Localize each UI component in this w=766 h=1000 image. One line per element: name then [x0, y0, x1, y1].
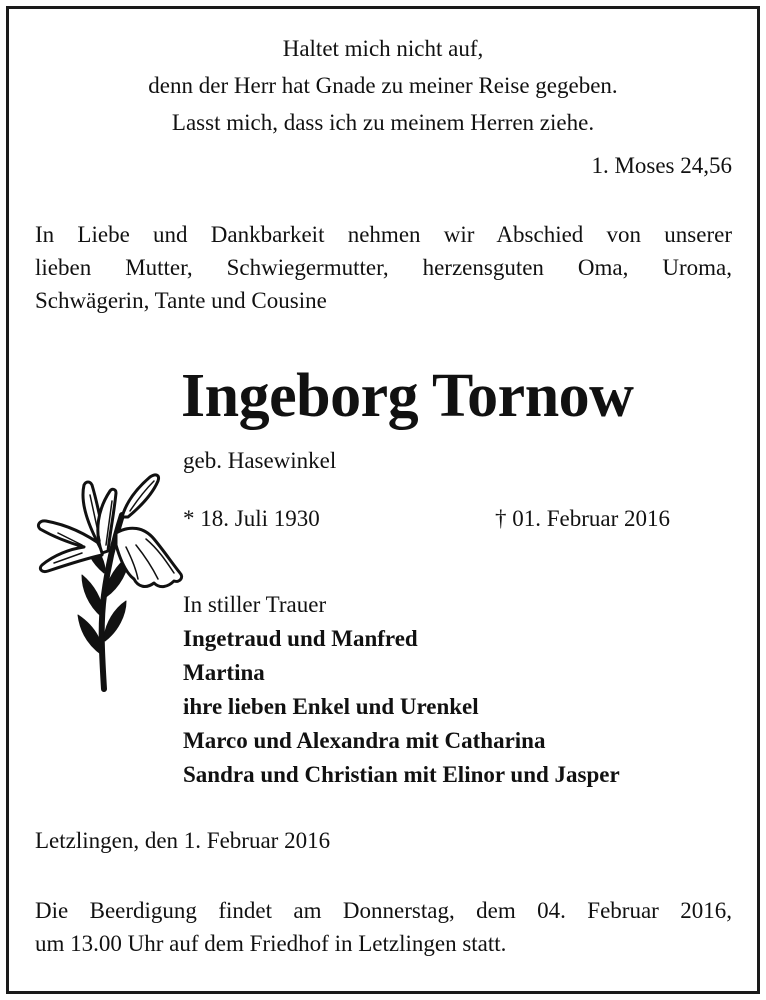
verse-reference: 1. Moses 24,56: [591, 153, 732, 178]
mourner-name: Martina: [183, 660, 265, 685]
mourners-heading: In stiller Trauer: [183, 592, 327, 617]
intro-line-1: In Liebe und Dankbarkeit nehmen wir Abschied von unserer: [35, 222, 732, 247]
birth-date: * 18. Juli 1930: [183, 506, 320, 531]
mourner-name: Marco und Alexandra mit Catharina: [183, 728, 546, 753]
mourner-name: Ingetraud und Manfred: [183, 626, 418, 651]
funeral-line-2: um 13.00 Uhr auf dem Friedhof in Letzlingen statt.: [35, 931, 507, 956]
place-date: Letzlingen, den 1. Februar 2016: [35, 828, 331, 853]
intro-line-3: Schwägerin, Tante und Cousine: [35, 288, 327, 313]
deceased-name: Ingeborg Tornow: [181, 362, 634, 430]
verse-line-1: Haltet mich nicht auf,: [282, 36, 484, 61]
maiden-name: geb. Hasewinkel: [183, 448, 337, 473]
mourner-name: Sandra und Christian mit Elinor und Jasper: [183, 762, 620, 787]
funeral-line-1: Die Beerdigung findet am Donnerstag, dem 04. Februar 2016,: [35, 898, 732, 923]
death-date: † 01. Februar 2016: [495, 506, 671, 531]
intro-line-2: lieben Mutter, Schwiegermutter, herzensguten Oma, Uroma,: [35, 255, 732, 280]
verse-line-3: Lasst mich, dass ich zu meinem Herren ziehe.: [171, 110, 595, 135]
mourner-name: ihre lieben Enkel und Urenkel: [183, 694, 479, 719]
lily-flower-icon: [18, 455, 190, 695]
verse-line-2: denn der Herr hat Gnade zu meiner Reise gegeben.: [148, 73, 618, 98]
